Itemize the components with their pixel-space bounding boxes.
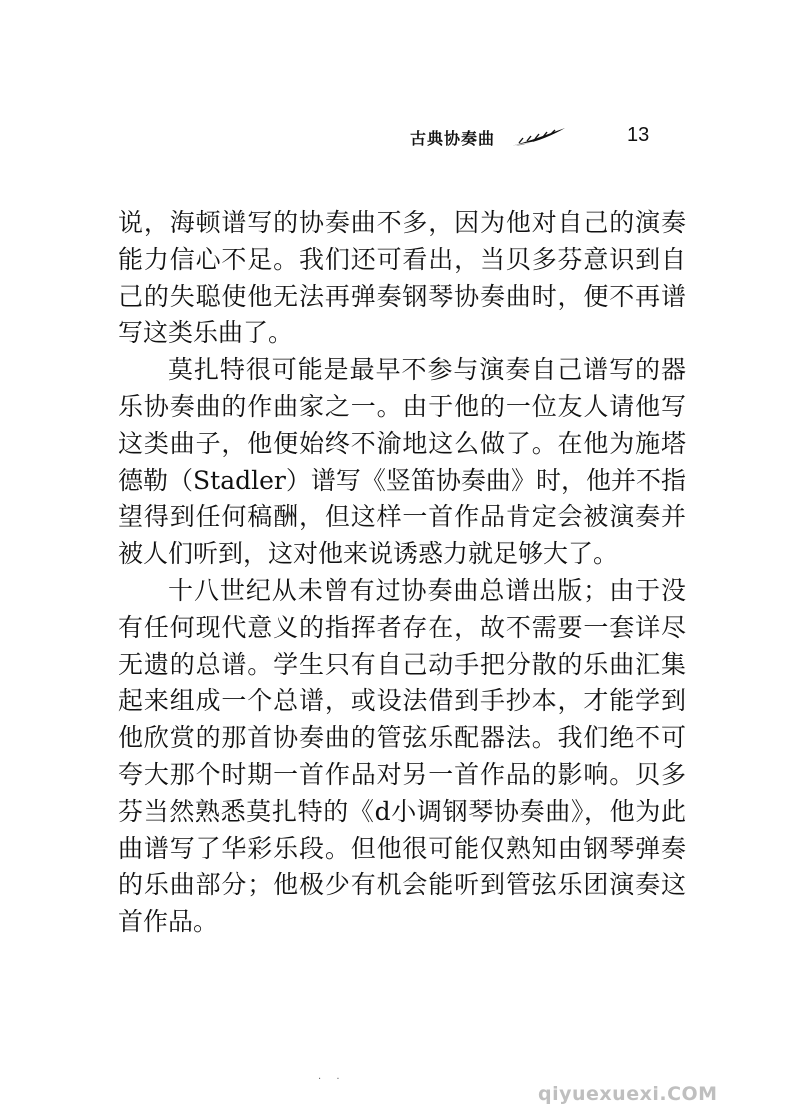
watermark: qiyuexuexi.COM bbox=[538, 1083, 718, 1105]
paragraph: 莫扎特很可能是最早不参与演奏自己谱写的器乐协奏曲的作曲家之一。由于他的一位友人请他写这类曲子，他便始终不渝地这么做了。在他为施塔德勒（Stadler）谱写《竖笛协奏曲》时，他并不指望得到任何稿酬，但这样一首作品肯定会被演奏并被人们听到，这对他来说诱惑力就足够大了。 bbox=[118, 355, 686, 569]
footer-dots: · · bbox=[318, 1074, 346, 1085]
paragraph: 十八世纪从未曾有过协奏曲总谱出版；由于没有任何现代意义的指挥者存在，故不需要一套详尽无遗的总谱。学生只有自己动手把分散的乐曲汇集起来组成一个总谱，或设法借到手抄本，才能学到他欣赏的那首协奏曲的管弦乐配器法。我们绝不可夸大那个时期一首作品对另一首作品的影响。贝多芬当然熟悉莫扎特的《d小调钢琴协奏曲》，他为此曲谱写了华彩乐段。但他很可能仅熟知由钢琴弹奏的乐曲部分；他极少有机会能听到管弦乐团演奏这首作品。 bbox=[118, 575, 686, 937]
feather-icon bbox=[509, 126, 567, 148]
body-text bbox=[118, 205, 686, 941]
running-head bbox=[410, 122, 567, 152]
chapter-title: 古典协奏曲 bbox=[410, 128, 496, 148]
page-number: 13 bbox=[627, 124, 650, 146]
paragraph: 说，海顿谱写的协奏曲不多，因为他对自己的演奏能力信心不足。我们还可看出，当贝多芬意识到自己的失聪使他无法再弹奏钢琴协奏曲时，便不再谱写这类乐曲了。 bbox=[118, 208, 686, 348]
